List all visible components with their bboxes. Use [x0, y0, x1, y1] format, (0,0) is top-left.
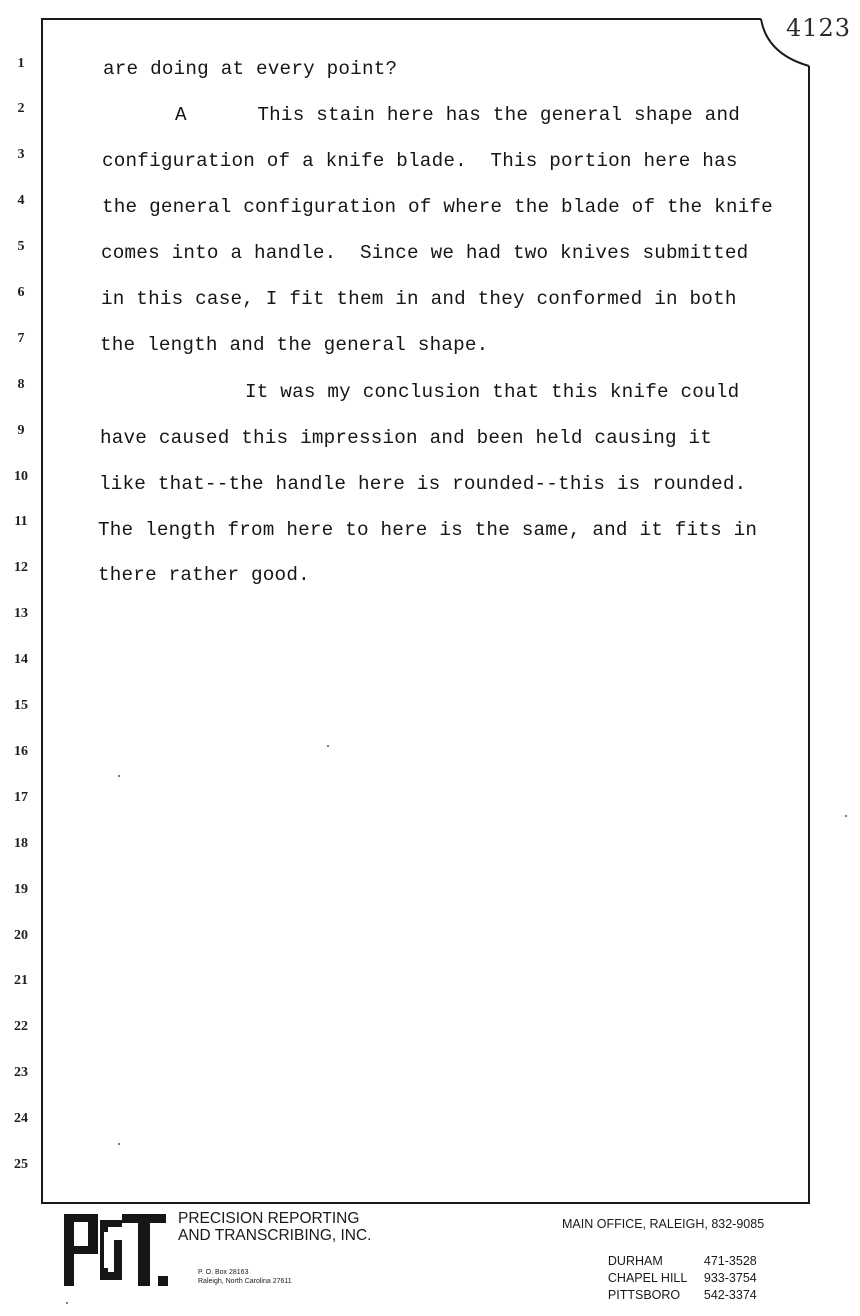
line-number: 21 — [14, 973, 28, 988]
office-city: CHAPEL HILL — [607, 1271, 688, 1285]
company-name-line-1: PRECISION REPORTING — [178, 1210, 360, 1227]
transcript-line: there rather good. — [98, 564, 310, 586]
company-logo — [60, 1210, 172, 1290]
line-number: 2 — [17, 101, 25, 116]
transcript-line: comes into a handle. Since we had two knives submitted — [101, 242, 749, 264]
company-name — [178, 1210, 372, 1244]
line-number: 15 — [14, 698, 28, 713]
line-number: 12 — [14, 560, 28, 575]
line-number: 11 — [14, 514, 28, 529]
line-number: 4 — [17, 193, 25, 208]
line-number: 20 — [14, 928, 28, 943]
scan-speck — [118, 775, 120, 777]
line-number: 3 — [17, 147, 25, 162]
company-address — [198, 1268, 292, 1286]
scan-speck — [118, 1143, 120, 1145]
frame-bottom-border — [41, 1202, 810, 1204]
office-phone: 542-3374 — [703, 1288, 757, 1302]
transcript-line: configuration of a knife blade. This portion here has — [102, 150, 738, 172]
scan-speck — [66, 1302, 68, 1304]
frame-right-border — [808, 66, 810, 1204]
address-line-1: P. O. Box 28163 — [198, 1269, 249, 1276]
line-number: 17 — [14, 790, 28, 805]
office-city: PITTSBORO — [607, 1288, 681, 1302]
transcript-line: in this case, I fit them in and they conformed in both — [101, 288, 737, 310]
transcript-line: A This stain here has the general shape and — [175, 104, 740, 126]
office-row-pittsboro — [594, 1274, 757, 1316]
transcript-line: are doing at every point? — [103, 58, 398, 80]
line-number: 1 — [17, 56, 25, 71]
transcript-line: have caused this impression and been held causing it — [100, 427, 713, 449]
line-number: 22 — [14, 1019, 28, 1034]
line-number: 6 — [17, 285, 25, 300]
line-number: 25 — [14, 1157, 28, 1172]
company-name-line-2: AND TRANSCRIBING, INC. — [178, 1227, 372, 1244]
line-number: 8 — [17, 377, 25, 392]
line-number: 23 — [14, 1065, 28, 1080]
transcript-line: the length and the general shape. — [100, 334, 489, 356]
office-city: DURHAM — [607, 1254, 663, 1268]
transcript-line: It was my conclusion that this knife could — [245, 381, 740, 403]
frame-left-border — [41, 18, 43, 1204]
line-number: 9 — [17, 423, 25, 438]
frame-top-border — [41, 18, 761, 20]
line-number: 5 — [17, 239, 25, 254]
scan-speck — [327, 745, 329, 747]
main-office-line: MAIN OFFICE, RALEIGH, 832-9085 — [562, 1217, 765, 1231]
address-line-2: Raleigh, North Carolina 27611 — [198, 1278, 292, 1285]
line-number: 10 — [14, 469, 28, 484]
line-number: 16 — [14, 744, 28, 759]
line-number: 19 — [14, 882, 28, 897]
line-number: 24 — [14, 1111, 28, 1126]
scan-speck — [845, 815, 847, 817]
page-number: 4123 — [786, 14, 852, 42]
line-number: 7 — [17, 331, 25, 346]
line-number: 13 — [14, 606, 28, 621]
transcript-line: the general configuration of where the blade of the knife — [102, 196, 773, 218]
line-number: 14 — [14, 652, 28, 667]
office-phone: 471-3528 — [703, 1254, 757, 1268]
transcript-line: like that--the handle here is rounded--this is rounded. — [99, 473, 747, 495]
office-phone: 933-3754 — [703, 1271, 757, 1285]
line-number: 18 — [14, 836, 28, 851]
transcript-line: The length from here to here is the same, and it fits in — [98, 519, 758, 541]
